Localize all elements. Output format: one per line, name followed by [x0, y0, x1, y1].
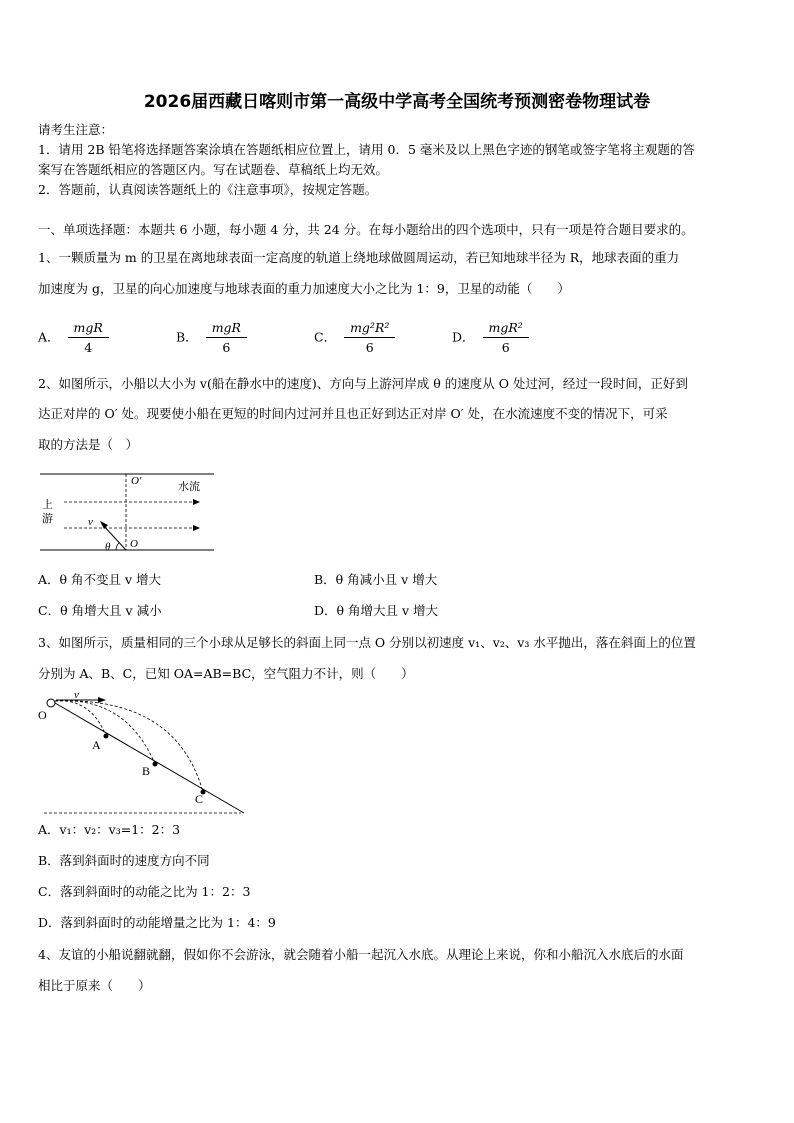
- q3-option-a: A．v₁：v₂：v₃=1：2：3: [38, 822, 181, 837]
- theta-label: θ: [105, 541, 111, 553]
- upstream-label-2: 游: [42, 512, 53, 525]
- q3-stem-line2: 分别为 A、B、C，已知 OA=AB=BC，空气阻力不计，则（ ）: [38, 666, 414, 681]
- upstream-label-1: 上: [42, 498, 53, 511]
- notice-item-2: 2．答题前，认真阅读答题纸上的《注意事项》，按规定答题。: [38, 182, 378, 197]
- exam-title: 2026届西藏日喀则市第一高级中学高考全国统考预测密卷物理试卷: [143, 92, 651, 112]
- q4-stem-line1: 4、友谊的小船说翻就翻，假如你不会游泳，就会随着小船一起沉入水底。从理论上来说，你和小船沉入水底后的水面: [38, 947, 684, 962]
- q2-option-b: B．θ 角减小且 v 增大: [314, 572, 438, 587]
- q2-stem-line1: 2、如图所示，小船以大小为 v(船在静水中的速度)、方向与上游河岸成 θ 的速度从 O 处过河，经过一段时间，正好到: [38, 376, 688, 391]
- q1-stem-line1: 1、一颗质量为 m 的卫星在离地球表面一定高度的轨道上绕地球做圆周运动，若已知地球半径为 R，地球表面的重力: [38, 250, 680, 265]
- o-point-label: O: [38, 708, 47, 722]
- q2-stem-line2: 达正对岸的 O′ 处。现要使小船在更短的时间内过河并且也正好到达正对岸 O′ 处，在水流速度不变的情况下，可采: [38, 406, 668, 421]
- river-crossing-figure: [38, 468, 218, 556]
- notice-item-1b: 案写在答题纸相应的答题区内。写在试题卷、草稿纸上均无效。: [38, 162, 389, 177]
- water-flow-label: 水流: [178, 480, 200, 493]
- q1-option-b: B． $\frac{\text{mgR}}{6}$: [176, 320, 247, 356]
- projectile-incline-figure: [36, 688, 250, 816]
- q3-option-d: D．落到斜面时的动能增量之比为 1：4：9: [38, 915, 276, 930]
- velocity-label: v: [88, 516, 93, 528]
- v-label: v: [74, 689, 79, 701]
- o-label: O: [130, 538, 138, 550]
- q3-option-c: C．落到斜面时的动能之比为 1：2：3: [38, 884, 251, 899]
- q3-option-b: B．落到斜面时的速度方向不同: [38, 853, 210, 868]
- q1-option-d: D． $\frac{\text{mgR²}}{6}$: [452, 320, 529, 356]
- q1-option-c: C． $\frac{\text{mg²R²}}{6}$: [314, 320, 395, 356]
- fraction: $\frac{\text{mgR²}}{6}$: [483, 320, 529, 356]
- o-prime-label: O′: [131, 475, 142, 487]
- a-point-label: A: [92, 738, 101, 752]
- fraction: $\frac{\text{mg²R²}}{6}$: [344, 320, 395, 356]
- q4-stem-line2: 相比于原来（ ）: [38, 978, 151, 993]
- b-point-label: B: [142, 764, 151, 778]
- q2-option-d: D．θ 角增大且 v 增大: [314, 603, 439, 618]
- notice-item-1a: 1．请用 2B 铅笔将选择题答案涂填在答题纸相应位置上，请用 0．5 毫米及以上黑色字迹的钢笔或签字笔将主观题的答: [38, 142, 695, 157]
- q3-stem-line1: 3、如图所示，质量相同的三个小球从足够长的斜面上同一点 O 分别以初速度 v₁、v₂、v₃ 水平抛出，落在斜面上的位置: [38, 635, 696, 650]
- fraction: $\frac{\text{mgR}}{6}$: [206, 320, 247, 356]
- q2-option-c: C．θ 角增大且 v 减小: [38, 603, 162, 618]
- q1-option-a: A． $\frac{\text{mgR}}{4}$: [38, 320, 109, 356]
- q2-stem-line3: 取的方法是（ ）: [38, 437, 139, 452]
- q1-stem-line2: 加速度为 g，卫星的向心加速度与地球表面的重力加速度大小之比为 1：9，卫星的动能（ ）: [38, 281, 570, 296]
- c-point-label: C: [195, 792, 204, 806]
- fraction: $\frac{\text{mgR}}{4}$: [68, 320, 109, 356]
- q2-option-a: A．θ 角不变且 v 增大: [38, 572, 162, 587]
- notice-heading: 请考生注意：: [38, 122, 114, 137]
- section-heading: 一、单项选择题：本题共 6 小题，每小题 4 分，共 24 分。在每小题给出的四个选项中，只有一项是符合题目要求的。: [38, 222, 694, 237]
